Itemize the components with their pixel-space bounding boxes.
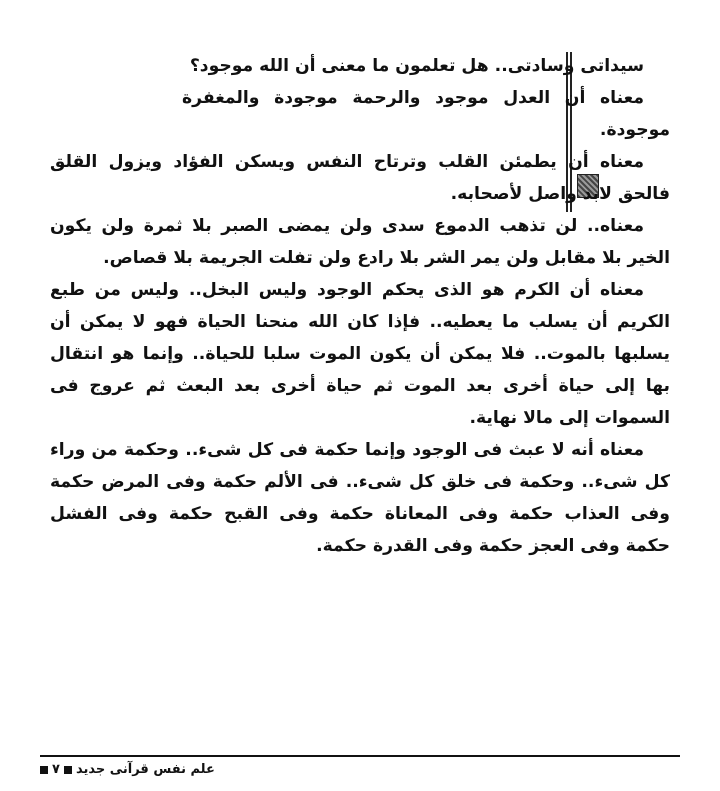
square-bullet-icon (40, 766, 48, 774)
square-bullet-icon (64, 766, 72, 774)
paragraph-4: معناه.. لن تذهب الدموع سدى ولن يمضى الصبر بلا ثمرة ولن يكون الخير بلا مقابل ولن يمر الشر بلا رادع ولن تفلت الجريمة بلا قصاص. (50, 216, 670, 268)
page-footer (40, 762, 215, 777)
paragraph-1: سيداتى وسادتى.. هل تعلمون ما معنى أن الله موجود؟ (189, 56, 644, 76)
paragraph-3: معناه أن يطمئن القلب وترتاح النفس ويسكن الفؤاد ويزول القلق فالحق لابد واصل لأصحابه. (50, 152, 670, 204)
book-title: علم نفس قرآنى جديد (75, 762, 215, 777)
paragraph-2: معناه أن العدل موجود والرحمة موجودة والمغفرة موجودة. (182, 88, 670, 140)
paragraph-6: معناه أنه لا عبث فى الوجود وإنما حكمة فى كل شىء.. وحكمة من وراء كل شىء.. وحكمة فى خلق كل شىء.. فى الألم حكمة وفى المرض حكمة وفى العذاب حكمة وفى المعاناة حكمة وفى القبح حكمة وفى الفشل حكمة وفى العجز حكمة وفى القدرة حكمة. (50, 440, 670, 556)
body-text (50, 50, 670, 562)
paragraph-5: معناه أن الكرم هو الذى يحكم الوجود وليس البخل.. وليس من طبع الكريم أن يسلب ما يعطيه.. فإذا كان الله منحنا الحياة فهو لا يمكن أن يسلبها بالموت.. فلا يمكن أن يكون الموت سلبا للحياة.. وإنما هو انتقال بها إلى حياة أخرى بعد الموت ثم حياة أخرى بعد البعث ثم عروج فى السموات إلى مالا نهاية. (50, 280, 670, 428)
footer-rule (40, 755, 680, 757)
page-number: ٧ (52, 762, 60, 777)
